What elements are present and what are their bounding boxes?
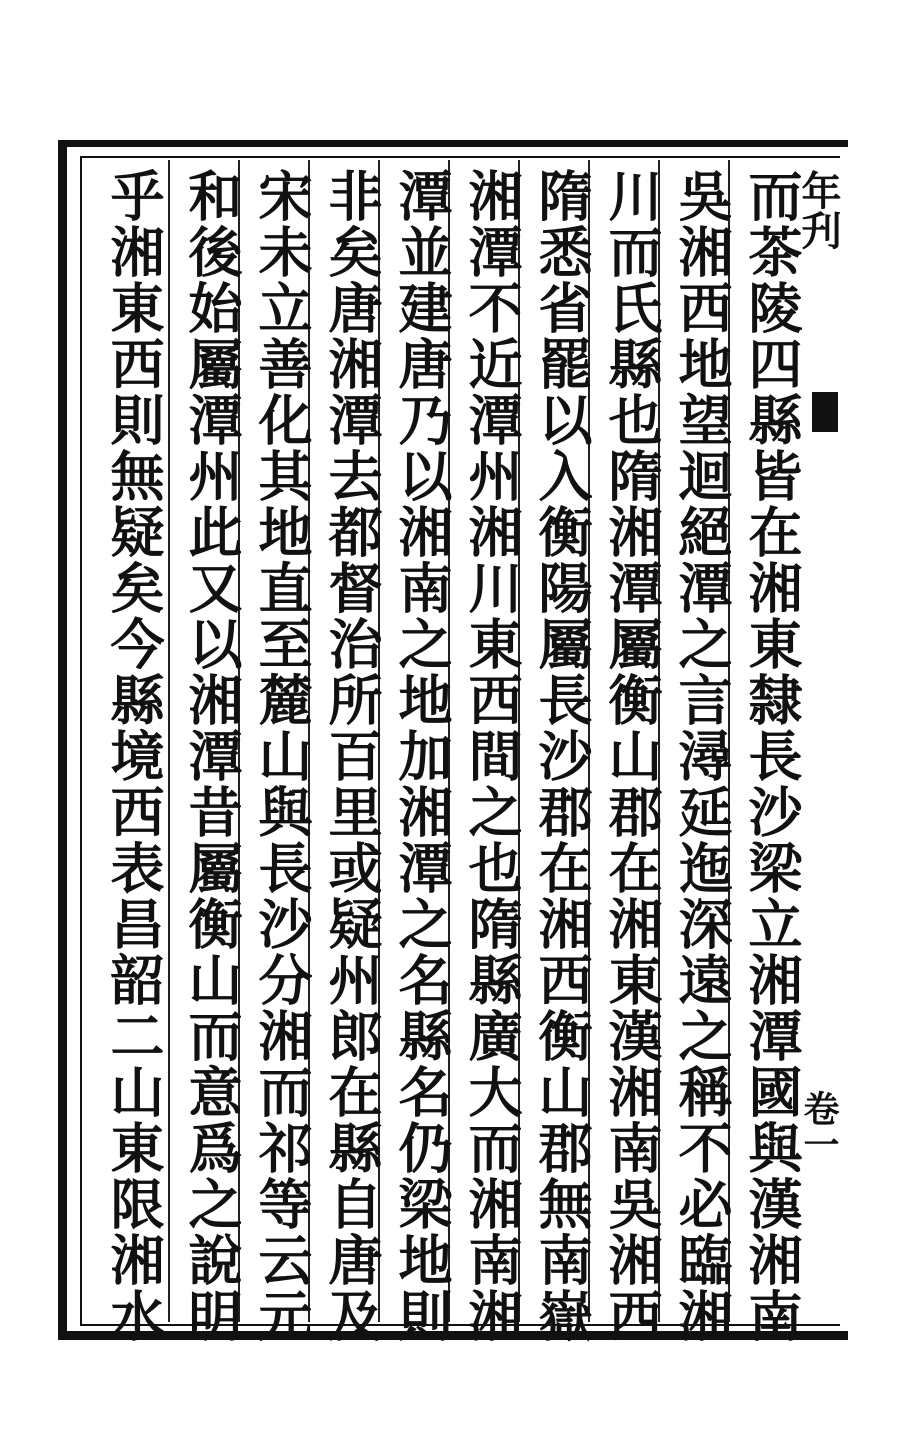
margin-title: 年刋 <box>795 170 842 250</box>
text-column-8: 宋未立善化其地直至麓山與長沙分湘而祁等云元 <box>250 168 314 1344</box>
text-column-7: 非矣唐湘潭去都督治所百里或疑州郎在縣自唐及 <box>320 168 384 1344</box>
column-rule <box>168 160 170 1322</box>
text-column-6: 潭並建唐乃以湘南之地加湘潭之名縣名仍梁地則 <box>390 168 454 1344</box>
text-column-1: 而茶陵四縣皆在湘東隸長沙梁立湘潭國與漢湘南 <box>740 168 804 1344</box>
text-column-3: 川而氏縣也隋湘潭屬衡山郡在湘東漢湘南吳湘西 <box>600 168 664 1344</box>
text-column-2: 吳湘西地望迴絕潭之言潯延迤深遠之稱不必臨湘 <box>670 168 734 1344</box>
text-column-4: 隋悉省罷以入衡陽屬長沙郡在湘西衡山郡無南嶽 <box>530 168 594 1344</box>
text-column-5: 湘潭不近潭州湘川東西間之也隋縣廣大而湘南湘 <box>460 168 524 1344</box>
text-column-10: 乎湘東西則無疑矣今縣境西表昌韶二山東限湘水 <box>102 168 166 1344</box>
fishtail-mark <box>812 392 838 432</box>
margin-volume-mark: 卷一 <box>798 1090 840 1162</box>
text-column-9: 和後始屬潭州此又以湘潭昔屬衡山而意爲之說明 <box>180 168 244 1344</box>
